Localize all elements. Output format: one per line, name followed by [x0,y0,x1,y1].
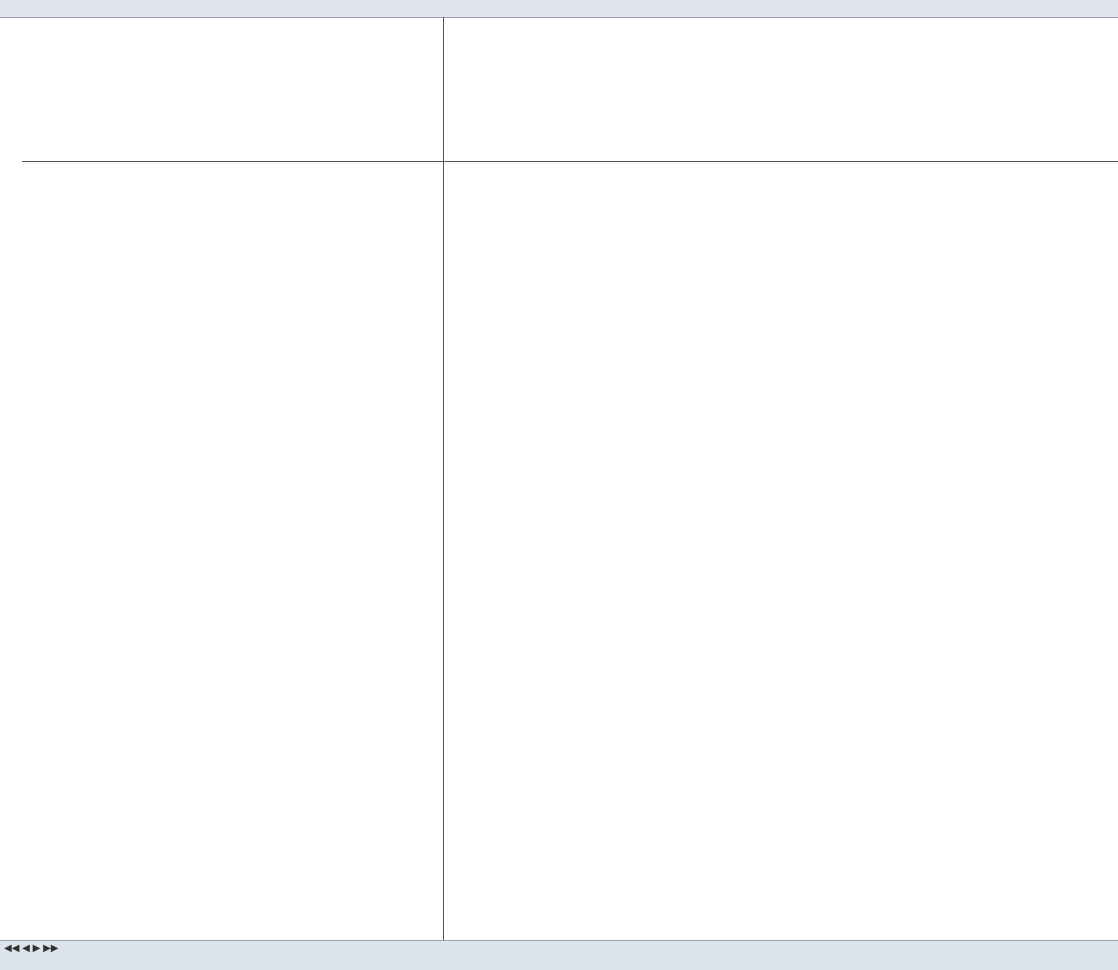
freeze-pane-vertical [443,17,444,940]
tab-scroll-buttons[interactable]: ◀◀ ◀ ▶ ▶▶ [4,943,59,954]
sheet-tab-bar [0,940,1118,970]
freeze-pane-horizontal [22,161,1118,162]
column-headers [0,0,1118,18]
